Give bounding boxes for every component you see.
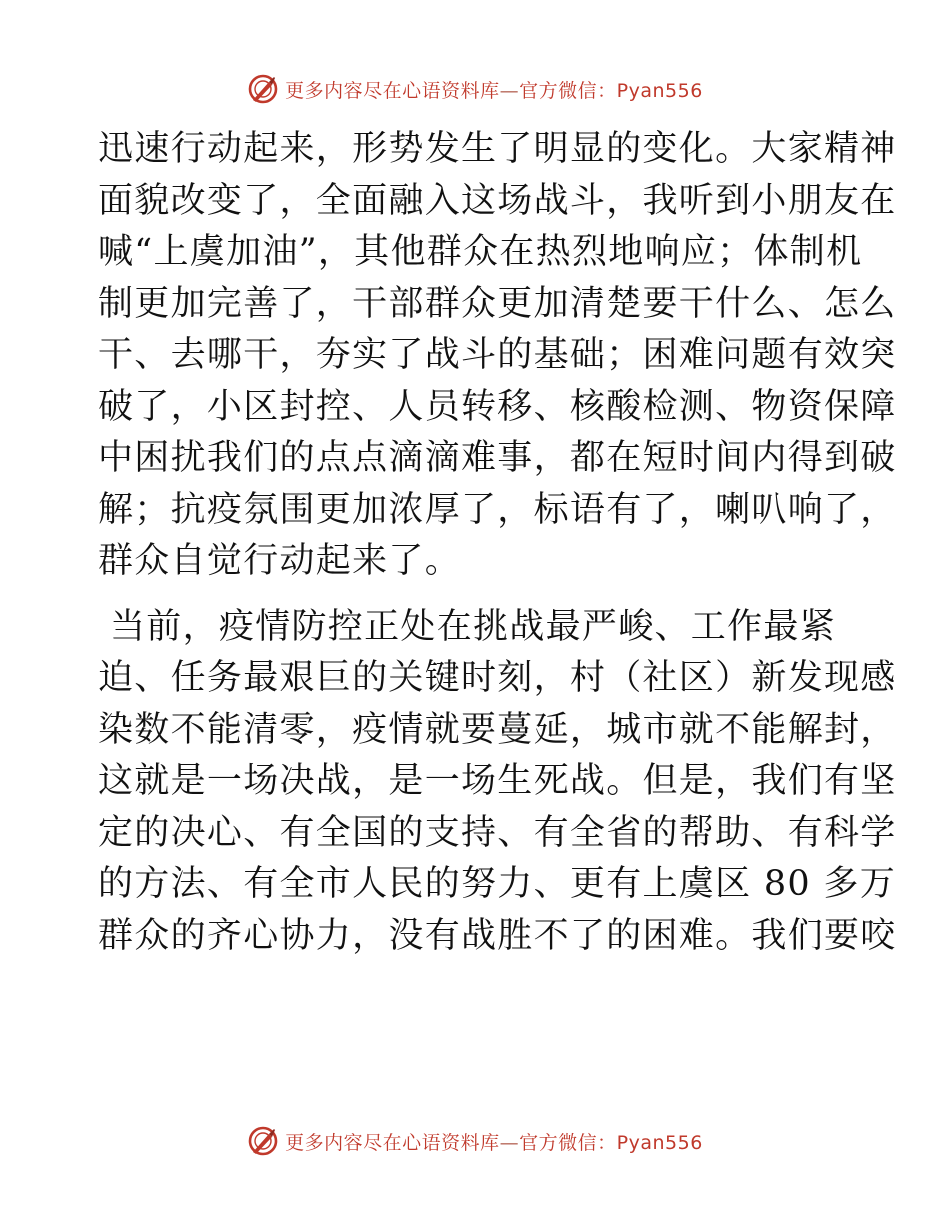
text-line: 当前，疫情防控正处在挑战最严峻、工作最紧 bbox=[110, 606, 837, 647]
text-line: 染数不能清零，疫情就要蔓延，城市就不能解封， bbox=[98, 709, 897, 750]
text-line: 面貌改变了，全面融入这场战斗，我听到小朋友在 bbox=[98, 180, 897, 221]
text-line: 干、去哪干，夯实了战斗的基础；困难问题有效突 bbox=[98, 335, 897, 375]
text-line: 破了，小区封控、人员转移、核酸检测、物资保障 bbox=[98, 386, 897, 427]
footer-contact: 官方微信：Pyan556 bbox=[519, 1131, 703, 1154]
text-line: 迫、任务最艰巨的关键时刻，村（社区）新发现感 bbox=[98, 658, 897, 698]
document-body bbox=[98, 124, 897, 962]
footer-separator: — bbox=[499, 1131, 520, 1154]
logo-icon bbox=[247, 73, 279, 105]
text-line: 定的决心、有全国的支持、有全省的帮助、有科学 bbox=[98, 812, 897, 853]
text-line: 迅速行动起来，形势发生了明显的变化。大家精神 bbox=[98, 129, 897, 169]
header-banner bbox=[0, 72, 950, 106]
footer-banner-text bbox=[285, 1128, 703, 1155]
logo-icon bbox=[247, 1125, 279, 1157]
header-banner-text bbox=[285, 76, 703, 103]
text-line: 这就是一场决战，是一场生死战。但是，我们有坚 bbox=[98, 761, 897, 801]
paragraph-2 bbox=[98, 602, 897, 963]
text-line: 解；抗疫氛围更加浓厚了，标语有了，喇叭响了， bbox=[98, 489, 897, 530]
text-line: 群众的齐心协力，没有战胜不了的困难。我们要咬 bbox=[98, 915, 897, 956]
text-line: 中困扰我们的点点滴滴难事，都在短时间内得到破 bbox=[98, 438, 897, 478]
text-line: 喊“上虞加油”，其他群众在热烈地响应；体制机 bbox=[98, 232, 863, 272]
text-line: 的方法、有全市人民的努力、更有上虞区 80 多万 bbox=[98, 864, 896, 904]
header-contact: 官方微信：Pyan556 bbox=[519, 79, 703, 102]
text-line: 制更加完善了，干部群众更加清楚要干什么、怎么 bbox=[98, 283, 897, 324]
text-line: 群众自觉行动起来了。 bbox=[98, 541, 462, 581]
header-separator: — bbox=[499, 79, 520, 102]
header-title: 更多内容尽在心语资料库 bbox=[285, 79, 500, 102]
paragraph-1 bbox=[98, 124, 897, 588]
footer-title: 更多内容尽在心语资料库 bbox=[285, 1131, 500, 1154]
footer-banner bbox=[0, 1124, 950, 1158]
